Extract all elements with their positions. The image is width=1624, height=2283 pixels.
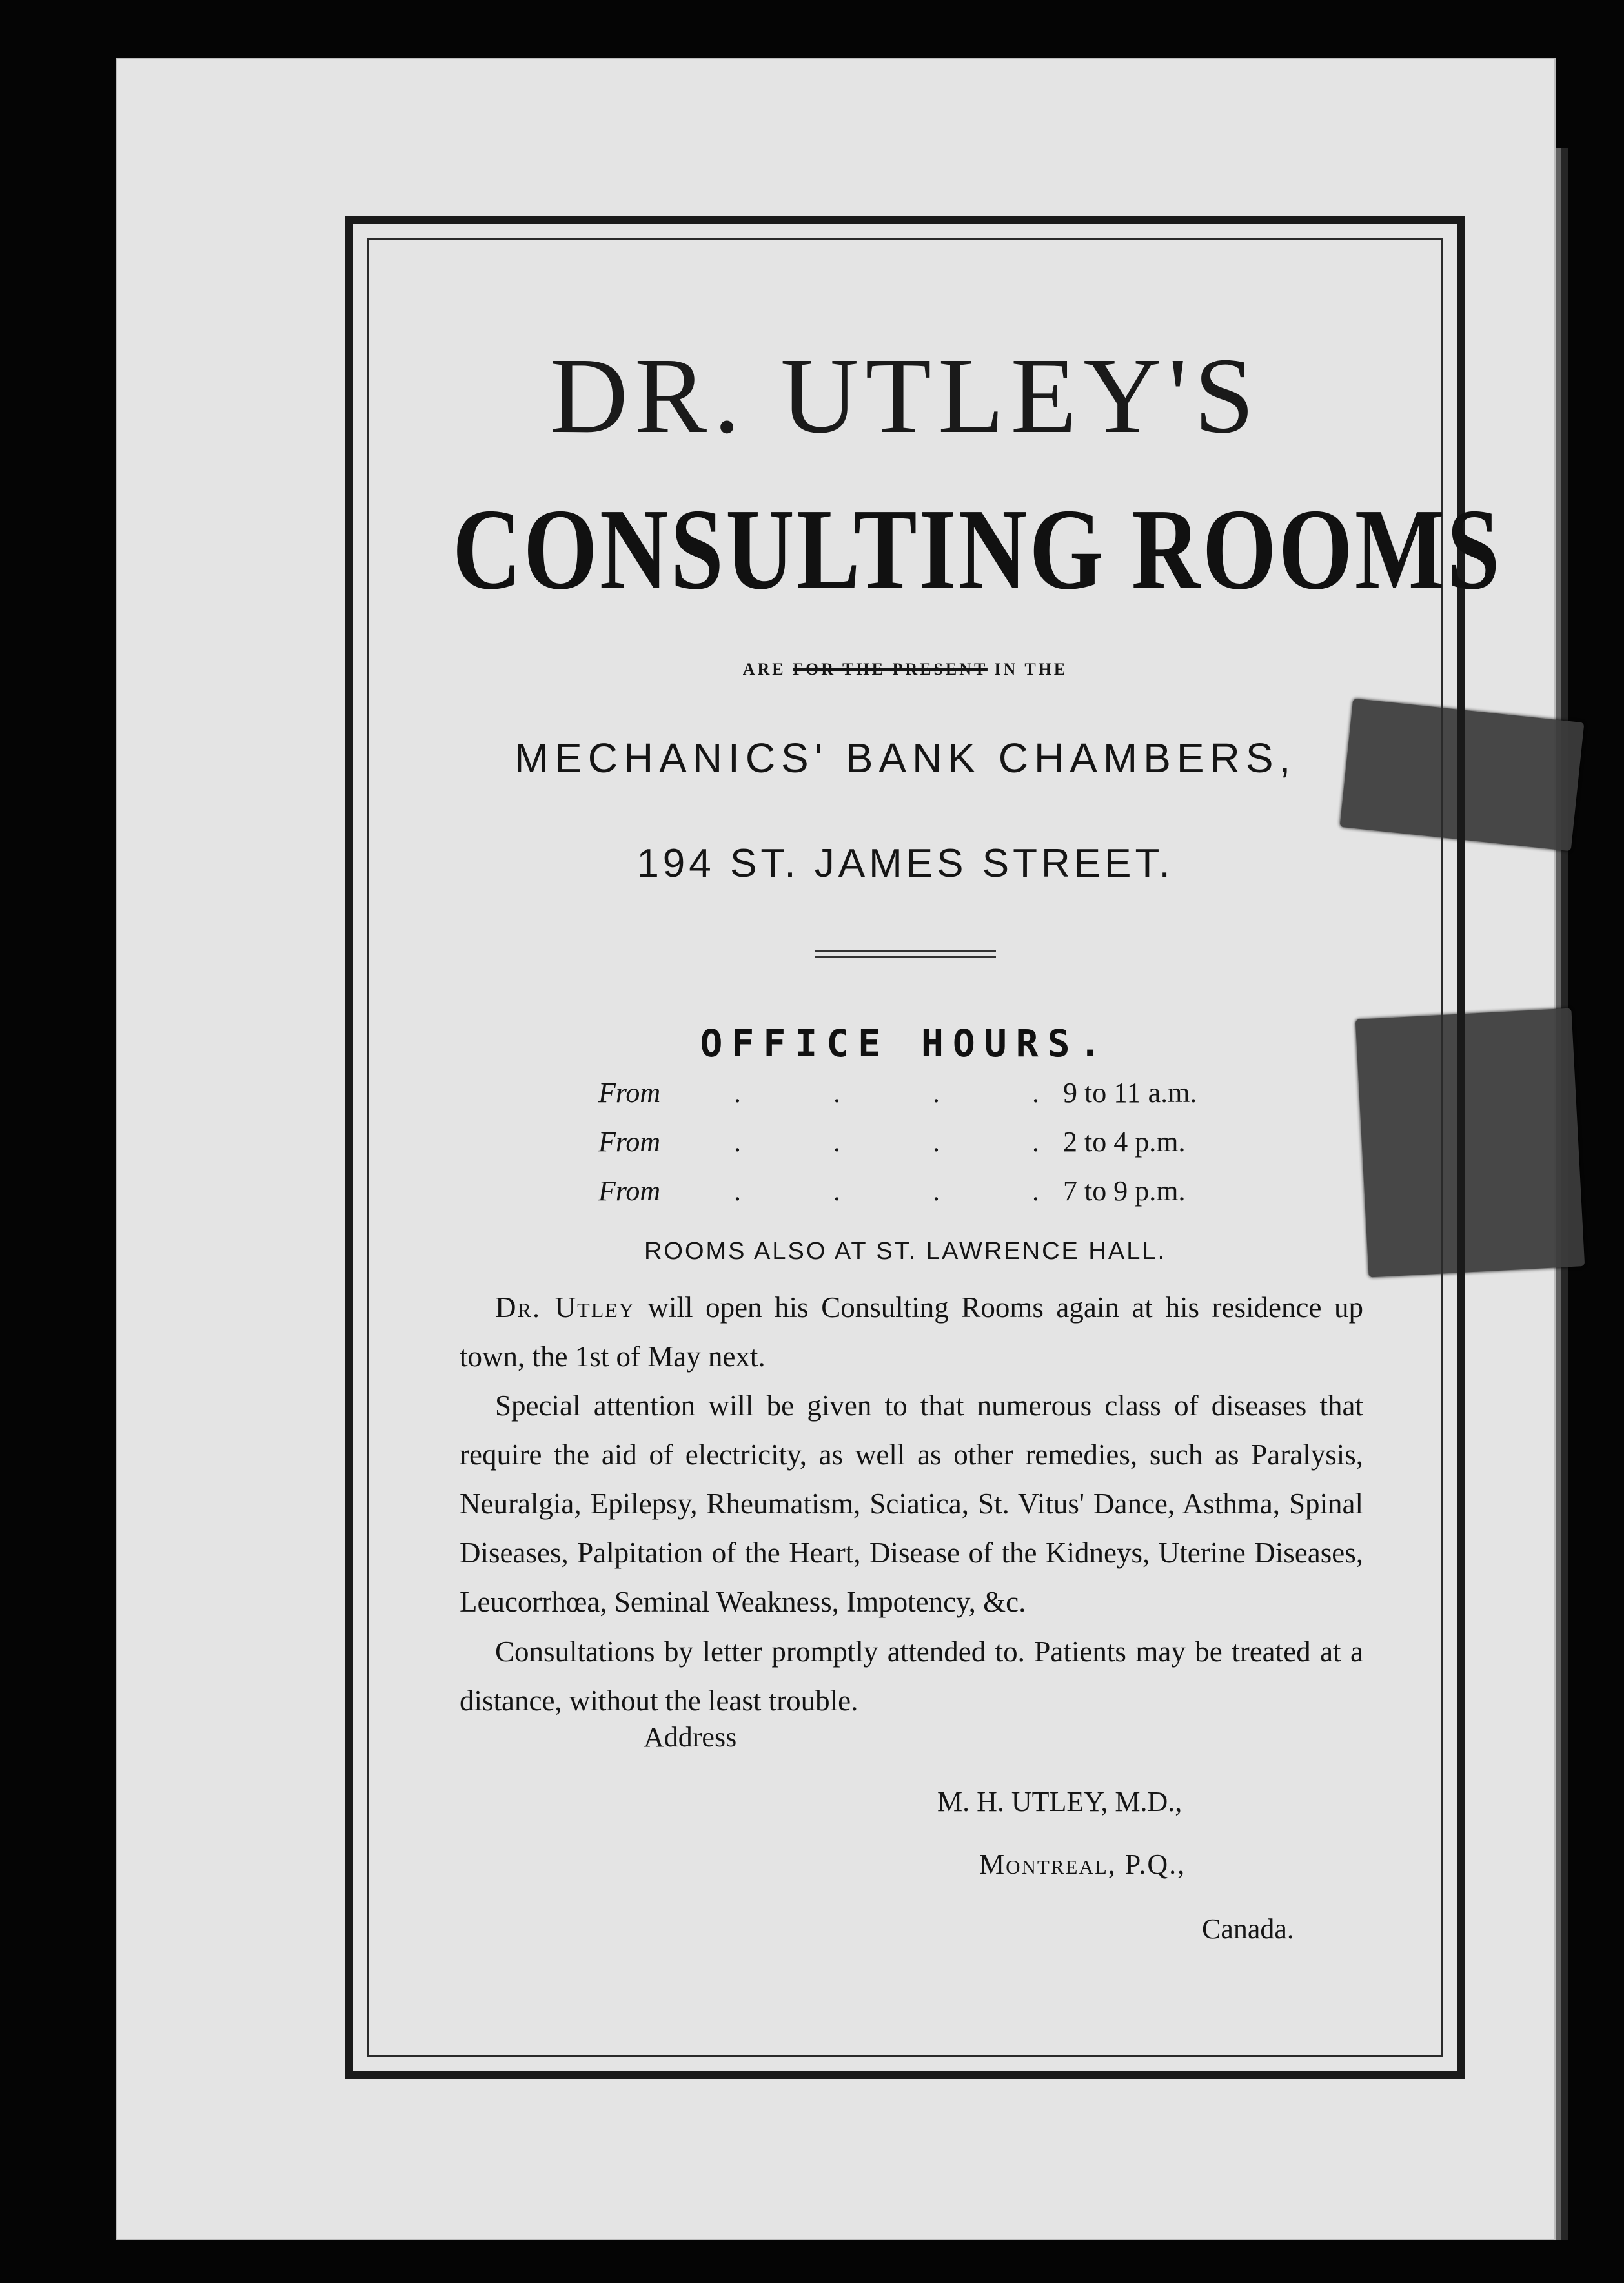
paragraph-diseases (460, 1381, 1363, 1626)
are-line-after: IN THE (994, 660, 1068, 679)
doctor-name-inline: Dr. Utley (495, 1291, 635, 1324)
advertisement-frame (345, 216, 1502, 2079)
hours-from-label: From (598, 1077, 661, 1109)
hours-from-label: From (598, 1175, 661, 1207)
paragraph-reopening-text (460, 1283, 1363, 1381)
are-line-before: ARE (742, 660, 786, 679)
divider-rule (815, 950, 996, 958)
paragraph-consultations-text: Consultations by letter promptly attended to. Patients may be treated at a distance, without the least trouble. (460, 1635, 1363, 1717)
hours-leader-dots: . . . . (734, 1077, 1082, 1109)
office-hours-row (598, 1125, 1308, 1174)
signature-city: Montreal, P.Q., (979, 1848, 1186, 1880)
address-label: Address (644, 1721, 737, 1753)
office-hours-row (598, 1174, 1308, 1223)
street-address: 194 ST. JAMES STREET. (636, 841, 1174, 886)
signature-name: M. H. UTLEY, M.D., (937, 1786, 1182, 1817)
are-line-struck: FOR THE PRESENT (793, 660, 988, 679)
hours-leader-dots: . . . . (734, 1126, 1082, 1158)
hours-time: 7 to 9 p.m. (1063, 1175, 1186, 1207)
hours-time: 9 to 11 a.m. (1063, 1077, 1197, 1109)
office-hours-list (598, 1076, 1308, 1223)
hours-from-label: From (598, 1126, 661, 1158)
paragraph-diseases-text: Special attention will be given to that numerous class of diseases that require the aid of electricity, as well as other remedies, such as Paralysis, Neuralgia, Epilepsy, Rheumatism, Sciatica, St. Vitus' Dance, Asthma, Spinal Diseases, Palpitation of the Heart, Disease of the Kidneys, Uterine Diseases, Leucorrhœa, Seminal Weakness, Impotency, &c. (460, 1389, 1363, 1618)
hours-time: 2 to 4 p.m. (1063, 1126, 1186, 1158)
chambers-name: MECHANICS' BANK CHAMBERS, (514, 735, 1297, 781)
office-hours-heading: OFFICE HOURS. (700, 1021, 1111, 1065)
paragraph-reopening-rest: will open his Consulting Rooms again at his residence up town, the 1st of May next. (460, 1291, 1364, 1373)
are-line (353, 660, 1457, 679)
paragraph-reopening (460, 1283, 1363, 1381)
page-title: DR. UTLEY'S (549, 336, 1261, 456)
signature-country: Canada. (1202, 1913, 1294, 1945)
paragraph-consultations (460, 1627, 1363, 1725)
hours-leader-dots: . . . . (734, 1175, 1082, 1207)
office-hours-row (598, 1076, 1308, 1125)
also-rooms-note: ROOMS ALSO AT ST. LAWRENCE HALL. (644, 1238, 1167, 1265)
page-subtitle: CONSULTING ROOMS (452, 485, 1502, 613)
